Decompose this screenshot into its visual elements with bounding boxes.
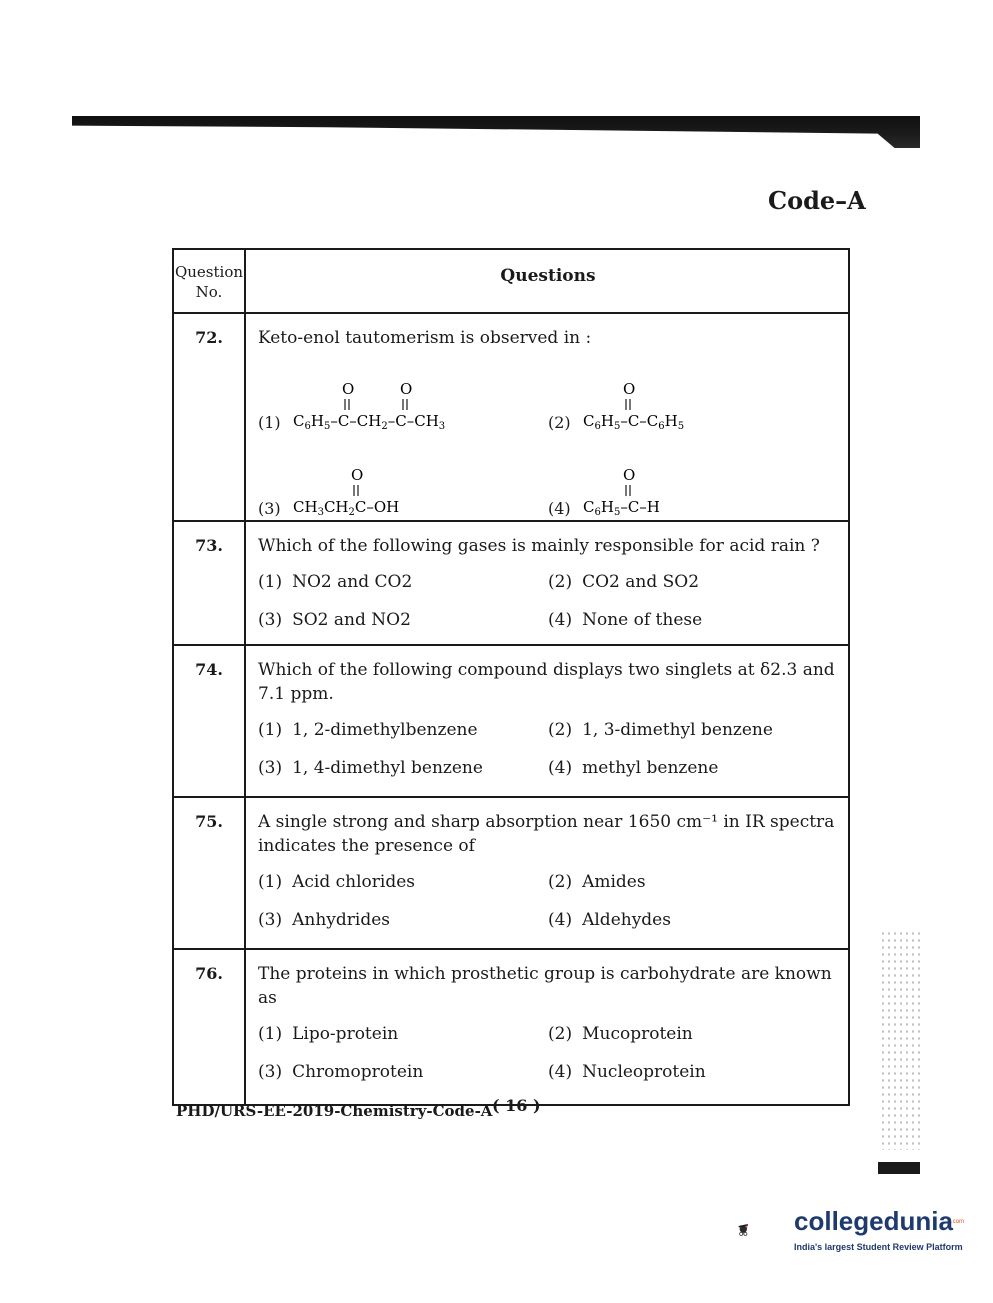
scan-edge-mark [878, 1162, 920, 1174]
option-2 [548, 872, 838, 892]
option-3 [258, 910, 548, 930]
question-row-73 [174, 522, 848, 646]
question-number: 76. [174, 950, 246, 1104]
question-row-75 [174, 798, 848, 950]
option-3 [258, 454, 548, 518]
question-text: Which of the following compound displays two singlets at δ2.3 and 7.1 ppm. [258, 660, 835, 704]
option-2 [548, 1024, 838, 1044]
question-row-74 [174, 646, 848, 798]
option-number: (2) [548, 720, 573, 740]
option-4 [548, 758, 838, 778]
option-number: (1) [258, 572, 283, 592]
svg-text:O: O [350, 466, 363, 484]
structure-propanoic-acid [293, 466, 413, 518]
option-label: Aldehydes [582, 910, 671, 930]
option-3 [258, 1062, 548, 1082]
svg-text:O: O [399, 380, 412, 398]
option-label: 1, 2-dimethylbenzene [292, 720, 478, 740]
question-text: Which of the following gases is mainly responsible for acid rain ? [258, 536, 820, 556]
option-label: 1, 3-dimethyl benzene [582, 720, 773, 740]
option-number: (2) [548, 872, 573, 892]
question-text: A single strong and sharp absorption near 1650 cm⁻¹ in IR spectra indicates the presence of [258, 812, 835, 856]
option-label: Anhydrides [292, 910, 390, 930]
col-header-question-no: Question No. [174, 250, 246, 312]
svg-text:C6H5–C–CH2–C–CH3: $C_6H_5-C-CH_2-C-CH_3$ [292, 412, 445, 432]
option-number: (2) [548, 413, 571, 432]
option-4 [548, 910, 838, 930]
page-number: ( 16 ) [492, 1096, 541, 1115]
option-label: methyl benzene [582, 758, 719, 778]
question-table [172, 248, 850, 1106]
option-1 [258, 572, 548, 592]
option-number: (3) [258, 910, 283, 930]
option-number: (4) [548, 910, 573, 930]
table-header-row [174, 250, 848, 314]
question-text: The proteins in which prosthetic group is carbohydrate are known as [258, 964, 832, 1008]
scan-top-bar [72, 116, 920, 148]
option-number: (3) [258, 499, 281, 518]
option-number: (2) [548, 1024, 573, 1044]
svg-text:O: O [341, 380, 354, 398]
option-4 [548, 1062, 838, 1082]
svg-text:CH3CH2C–OH: $CH_3CH_2C-OH$ [292, 498, 399, 518]
option-number: (3) [258, 1062, 283, 1082]
question-number: 72. [174, 314, 246, 520]
option-label: Acid chlorides [292, 872, 415, 892]
option-2 [548, 720, 838, 740]
collegedunia-logo-icon [736, 1196, 796, 1266]
option-1 [258, 368, 548, 432]
option-label: NO2 and CO2 [292, 572, 413, 592]
scan-noise [880, 930, 920, 1150]
option-number: (1) [258, 1024, 283, 1044]
question-text: Keto-enol tautomerism is observed in : [258, 328, 592, 348]
paper-code-footer: PHD/URS-EE-2019-Chemistry-Code-A [176, 1102, 493, 1120]
svg-text:C6H5–C–C6H5: $C_6H_5-C-C_6H_5$ [582, 412, 684, 432]
option-label: Chromoprotein [292, 1062, 424, 1082]
col-header-questions: Questions [500, 266, 596, 286]
exam-code: Code–A [768, 186, 866, 215]
option-label: Nucleoprotein [582, 1062, 706, 1082]
option-label: SO2 and NO2 [292, 610, 411, 630]
option-number: (1) [258, 872, 283, 892]
option-1 [258, 1024, 548, 1044]
structure-benzaldehyde [583, 466, 683, 518]
option-number: (3) [258, 610, 283, 630]
option-2 [548, 572, 838, 592]
option-number: (3) [258, 758, 283, 778]
option-number: (1) [258, 413, 281, 432]
question-number: 73. [174, 522, 246, 644]
option-label: Amides [582, 872, 646, 892]
svg-text:C6H5–C–H: $C_6H_5-C-H$ [582, 498, 660, 518]
brand-suffix: .com [951, 1219, 965, 1225]
option-number: (4) [548, 499, 571, 518]
option-label: CO2 and SO2 [582, 572, 700, 592]
question-number: 74. [174, 646, 246, 796]
structure-benzophenone [583, 380, 703, 432]
svg-text:O: O [622, 380, 635, 398]
option-number: (4) [548, 610, 573, 630]
option-1 [258, 872, 548, 892]
option-number: (1) [258, 720, 283, 740]
brand-name: collegedunia [794, 1206, 953, 1236]
option-number: (4) [548, 1062, 573, 1082]
option-1 [258, 720, 548, 740]
question-number: 75. [174, 798, 246, 948]
option-label: 1, 4-dimethyl benzene [292, 758, 483, 778]
question-row-76 [174, 950, 848, 1104]
structure-diketone [293, 380, 463, 432]
option-number: (4) [548, 758, 573, 778]
option-2 [548, 368, 838, 432]
option-number: (2) [548, 572, 573, 592]
brand-tagline: India's largest Student Review Platform [794, 1242, 963, 1252]
option-4 [548, 454, 838, 518]
svg-text:O: O [622, 466, 635, 484]
option-label: Lipo-protein [292, 1024, 399, 1044]
option-3 [258, 758, 548, 778]
option-label: Mucoprotein [582, 1024, 693, 1044]
question-row-72 [174, 314, 848, 522]
option-4 [548, 610, 838, 630]
option-3 [258, 610, 548, 630]
option-label: None of these [582, 610, 703, 630]
